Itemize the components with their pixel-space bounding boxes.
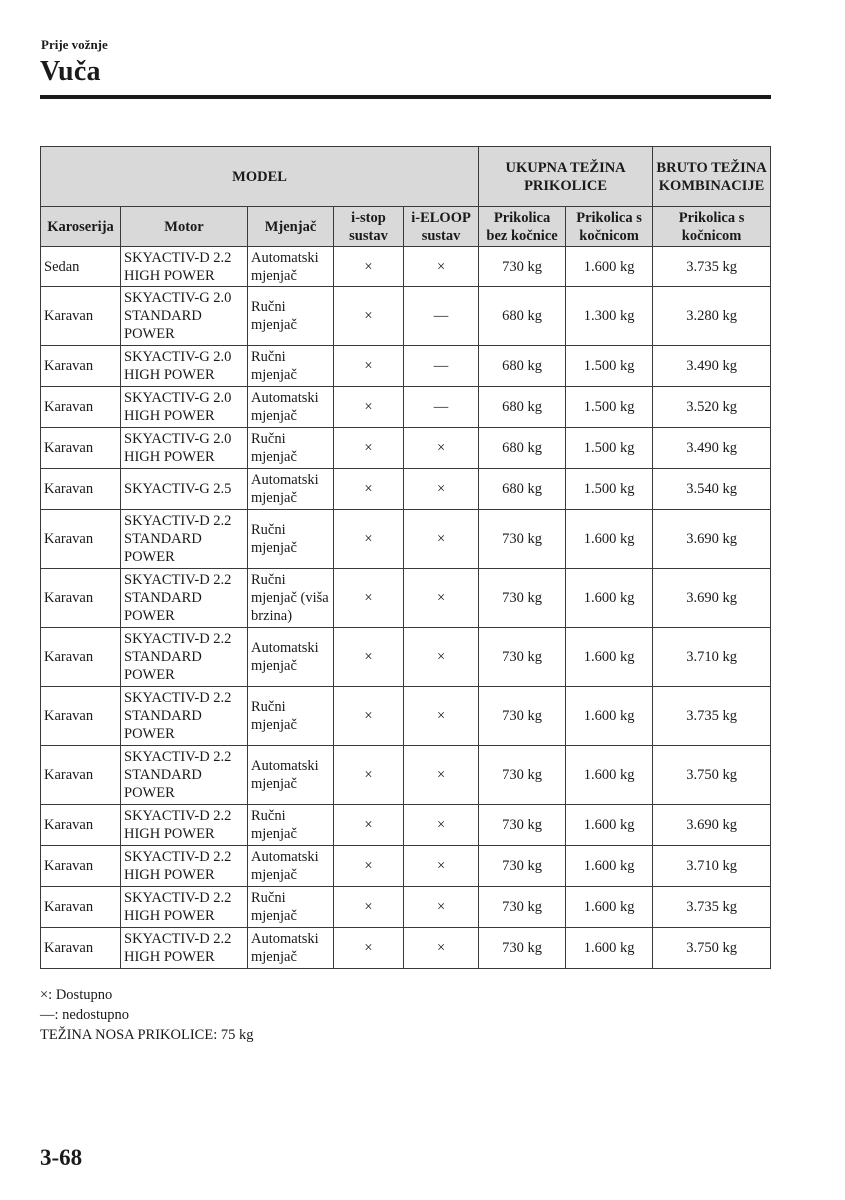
cell-i-eloop: × xyxy=(404,469,479,510)
cell-braked: 1.600 kg xyxy=(566,247,653,287)
cell-i-eloop: — xyxy=(404,346,479,387)
cell-body-type: Karavan xyxy=(41,287,121,346)
cell-body-type: Karavan xyxy=(41,846,121,887)
cell-i-eloop: × xyxy=(404,846,479,887)
cell-i-eloop: × xyxy=(404,928,479,969)
note-unavailable: —: nedostupno xyxy=(40,1007,130,1023)
cell-gross-braked: 3.690 kg xyxy=(653,510,771,569)
note-tongue-weight: TEŽINA NOSA PRIKOLICE: 75 kg xyxy=(40,1027,254,1043)
cell-i-stop: × xyxy=(334,287,404,346)
cell-engine: SKYACTIV-D 2.2 STANDARD POWER xyxy=(121,569,248,628)
cell-unbraked: 680 kg xyxy=(479,428,566,469)
note-available: ×: Dostupno xyxy=(40,987,113,1003)
cell-i-stop: × xyxy=(334,887,404,928)
cell-braked: 1.500 kg xyxy=(566,428,653,469)
table-row xyxy=(41,510,771,569)
table-row xyxy=(41,628,771,687)
cell-engine: SKYACTIV-D 2.2 HIGH POWER xyxy=(121,805,248,846)
column-header-i-stop: i-stop sustav xyxy=(334,207,404,247)
cell-i-stop: × xyxy=(334,846,404,887)
cell-transmission: Ručni mjenjač xyxy=(248,887,334,928)
cell-engine: SKYACTIV-D 2.2 HIGH POWER xyxy=(121,928,248,969)
cell-transmission: Ručni mjenjač xyxy=(248,428,334,469)
cell-transmission: Ručni mjenjač xyxy=(248,510,334,569)
cell-i-stop: × xyxy=(334,346,404,387)
cell-unbraked: 730 kg xyxy=(479,510,566,569)
cell-i-stop: × xyxy=(334,569,404,628)
table-row xyxy=(41,569,771,628)
page-title: Vuča xyxy=(40,56,101,87)
cell-transmission: Ručni mjenjač xyxy=(248,805,334,846)
cell-engine: SKYACTIV-D 2.2 HIGH POWER xyxy=(121,887,248,928)
cell-i-eloop: — xyxy=(404,287,479,346)
trailer-weight-group-header: UKUPNA TEŽINA PRIKOLICE xyxy=(479,147,653,207)
cell-engine: SKYACTIV-G 2.0 STANDARD POWER xyxy=(121,287,248,346)
cell-body-type: Karavan xyxy=(41,928,121,969)
cell-body-type: Karavan xyxy=(41,569,121,628)
cell-unbraked: 680 kg xyxy=(479,387,566,428)
cell-transmission: Automatski mjenjač xyxy=(248,928,334,969)
cell-unbraked: 680 kg xyxy=(479,469,566,510)
cell-braked: 1.500 kg xyxy=(566,469,653,510)
cell-braked: 1.600 kg xyxy=(566,569,653,628)
cell-engine: SKYACTIV-G 2.0 HIGH POWER xyxy=(121,346,248,387)
cell-i-stop: × xyxy=(334,387,404,428)
cell-transmission: Automatski mjenjač xyxy=(248,469,334,510)
cell-i-eloop: × xyxy=(404,746,479,805)
cell-i-stop: × xyxy=(334,510,404,569)
cell-unbraked: 730 kg xyxy=(479,687,566,746)
cell-body-type: Karavan xyxy=(41,469,121,510)
table-row xyxy=(41,428,771,469)
column-header-i-eloop: i-ELOOP sustav xyxy=(404,207,479,247)
table-row xyxy=(41,346,771,387)
cell-body-type: Karavan xyxy=(41,387,121,428)
cell-i-stop: × xyxy=(334,469,404,510)
cell-unbraked: 730 kg xyxy=(479,247,566,287)
cell-i-eloop: × xyxy=(404,628,479,687)
cell-unbraked: 730 kg xyxy=(479,928,566,969)
cell-transmission: Automatski mjenjač xyxy=(248,746,334,805)
column-header-transmission: Mjenjač xyxy=(248,207,334,247)
cell-i-stop: × xyxy=(334,928,404,969)
cell-body-type: Karavan xyxy=(41,805,121,846)
cell-body-type: Karavan xyxy=(41,746,121,805)
cell-transmission: Automatski mjenjač xyxy=(248,247,334,287)
cell-gross-braked: 3.735 kg xyxy=(653,687,771,746)
cell-i-eloop: × xyxy=(404,687,479,746)
cell-i-stop: × xyxy=(334,628,404,687)
table-row xyxy=(41,746,771,805)
cell-gross-braked: 3.710 kg xyxy=(653,846,771,887)
section-label: Prije vožnje xyxy=(41,37,108,52)
cell-gross-braked: 3.490 kg xyxy=(653,346,771,387)
cell-body-type: Karavan xyxy=(41,510,121,569)
cell-i-eloop: × xyxy=(404,569,479,628)
cell-i-stop: × xyxy=(334,687,404,746)
cell-gross-braked: 3.490 kg xyxy=(653,428,771,469)
cell-i-stop: × xyxy=(334,805,404,846)
table-row xyxy=(41,846,771,887)
cell-transmission: Automatski mjenjač xyxy=(248,628,334,687)
cell-transmission: Ručni mjenjač (viša brzina) xyxy=(248,569,334,628)
cell-i-eloop: — xyxy=(404,387,479,428)
cell-gross-braked: 3.540 kg xyxy=(653,469,771,510)
cell-body-type: Karavan xyxy=(41,687,121,746)
cell-engine: SKYACTIV-D 2.2 STANDARD POWER xyxy=(121,746,248,805)
cell-gross-braked: 3.750 kg xyxy=(653,746,771,805)
cell-braked: 1.500 kg xyxy=(566,346,653,387)
page-number: 3-68 xyxy=(40,1145,83,1170)
table-row xyxy=(41,805,771,846)
column-header-braked: Prikolica s kočnicom xyxy=(566,207,653,247)
model-group-header: MODEL xyxy=(41,147,479,207)
cell-engine: SKYACTIV-D 2.2 HIGH POWER xyxy=(121,247,248,287)
cell-i-eloop: × xyxy=(404,247,479,287)
cell-gross-braked: 3.735 kg xyxy=(653,247,771,287)
column-header-gross-braked: Prikolica s kočnicom xyxy=(653,207,771,247)
cell-unbraked: 730 kg xyxy=(479,846,566,887)
cell-gross-braked: 3.280 kg xyxy=(653,287,771,346)
table-row xyxy=(41,247,771,287)
table-row xyxy=(41,928,771,969)
cell-i-eloop: × xyxy=(404,887,479,928)
cell-gross-braked: 3.750 kg xyxy=(653,928,771,969)
table-row xyxy=(41,687,771,746)
cell-engine: SKYACTIV-G 2.5 xyxy=(121,469,248,510)
table-row xyxy=(41,887,771,928)
cell-gross-braked: 3.690 kg xyxy=(653,569,771,628)
column-header-engine: Motor xyxy=(121,207,248,247)
title-rule xyxy=(40,95,771,99)
cell-braked: 1.300 kg xyxy=(566,287,653,346)
cell-engine: SKYACTIV-D 2.2 STANDARD POWER xyxy=(121,628,248,687)
table-row xyxy=(41,387,771,428)
cell-unbraked: 680 kg xyxy=(479,287,566,346)
gross-combination-header: BRUTO TEŽINA KOMBINACIJE xyxy=(653,147,771,207)
cell-engine: SKYACTIV-G 2.0 HIGH POWER xyxy=(121,387,248,428)
cell-body-type: Sedan xyxy=(41,247,121,287)
cell-braked: 1.600 kg xyxy=(566,846,653,887)
cell-braked: 1.600 kg xyxy=(566,687,653,746)
cell-body-type: Karavan xyxy=(41,428,121,469)
cell-braked: 1.600 kg xyxy=(566,510,653,569)
cell-gross-braked: 3.710 kg xyxy=(653,628,771,687)
towing-capacity-table xyxy=(40,146,771,969)
cell-unbraked: 730 kg xyxy=(479,887,566,928)
cell-gross-braked: 3.690 kg xyxy=(653,805,771,846)
cell-gross-braked: 3.735 kg xyxy=(653,887,771,928)
cell-unbraked: 730 kg xyxy=(479,805,566,846)
cell-engine: SKYACTIV-D 2.2 STANDARD POWER xyxy=(121,510,248,569)
cell-braked: 1.600 kg xyxy=(566,805,653,846)
cell-i-eloop: × xyxy=(404,805,479,846)
cell-braked: 1.600 kg xyxy=(566,628,653,687)
cell-unbraked: 730 kg xyxy=(479,569,566,628)
cell-unbraked: 730 kg xyxy=(479,628,566,687)
cell-body-type: Karavan xyxy=(41,628,121,687)
cell-i-eloop: × xyxy=(404,428,479,469)
cell-transmission: Automatski mjenjač xyxy=(248,846,334,887)
cell-unbraked: 730 kg xyxy=(479,746,566,805)
cell-transmission: Ručni mjenjač xyxy=(248,346,334,387)
cell-transmission: Ručni mjenjač xyxy=(248,687,334,746)
cell-i-stop: × xyxy=(334,428,404,469)
cell-transmission: Ručni mjenjač xyxy=(248,287,334,346)
table-row xyxy=(41,287,771,346)
cell-i-stop: × xyxy=(334,746,404,805)
cell-unbraked: 680 kg xyxy=(479,346,566,387)
cell-braked: 1.500 kg xyxy=(566,387,653,428)
footnotes xyxy=(40,985,253,1045)
cell-engine: SKYACTIV-D 2.2 HIGH POWER xyxy=(121,846,248,887)
table-row xyxy=(41,469,771,510)
cell-body-type: Karavan xyxy=(41,346,121,387)
cell-transmission: Automatski mjenjač xyxy=(248,387,334,428)
cell-i-stop: × xyxy=(334,247,404,287)
cell-braked: 1.600 kg xyxy=(566,928,653,969)
cell-gross-braked: 3.520 kg xyxy=(653,387,771,428)
cell-braked: 1.600 kg xyxy=(566,887,653,928)
cell-engine: SKYACTIV-D 2.2 STANDARD POWER xyxy=(121,687,248,746)
cell-body-type: Karavan xyxy=(41,887,121,928)
column-header-body-type: Karoserija xyxy=(41,207,121,247)
column-header-unbraked: Prikolica bez kočnice xyxy=(479,207,566,247)
cell-braked: 1.600 kg xyxy=(566,746,653,805)
cell-i-eloop: × xyxy=(404,510,479,569)
cell-engine: SKYACTIV-G 2.0 HIGH POWER xyxy=(121,428,248,469)
